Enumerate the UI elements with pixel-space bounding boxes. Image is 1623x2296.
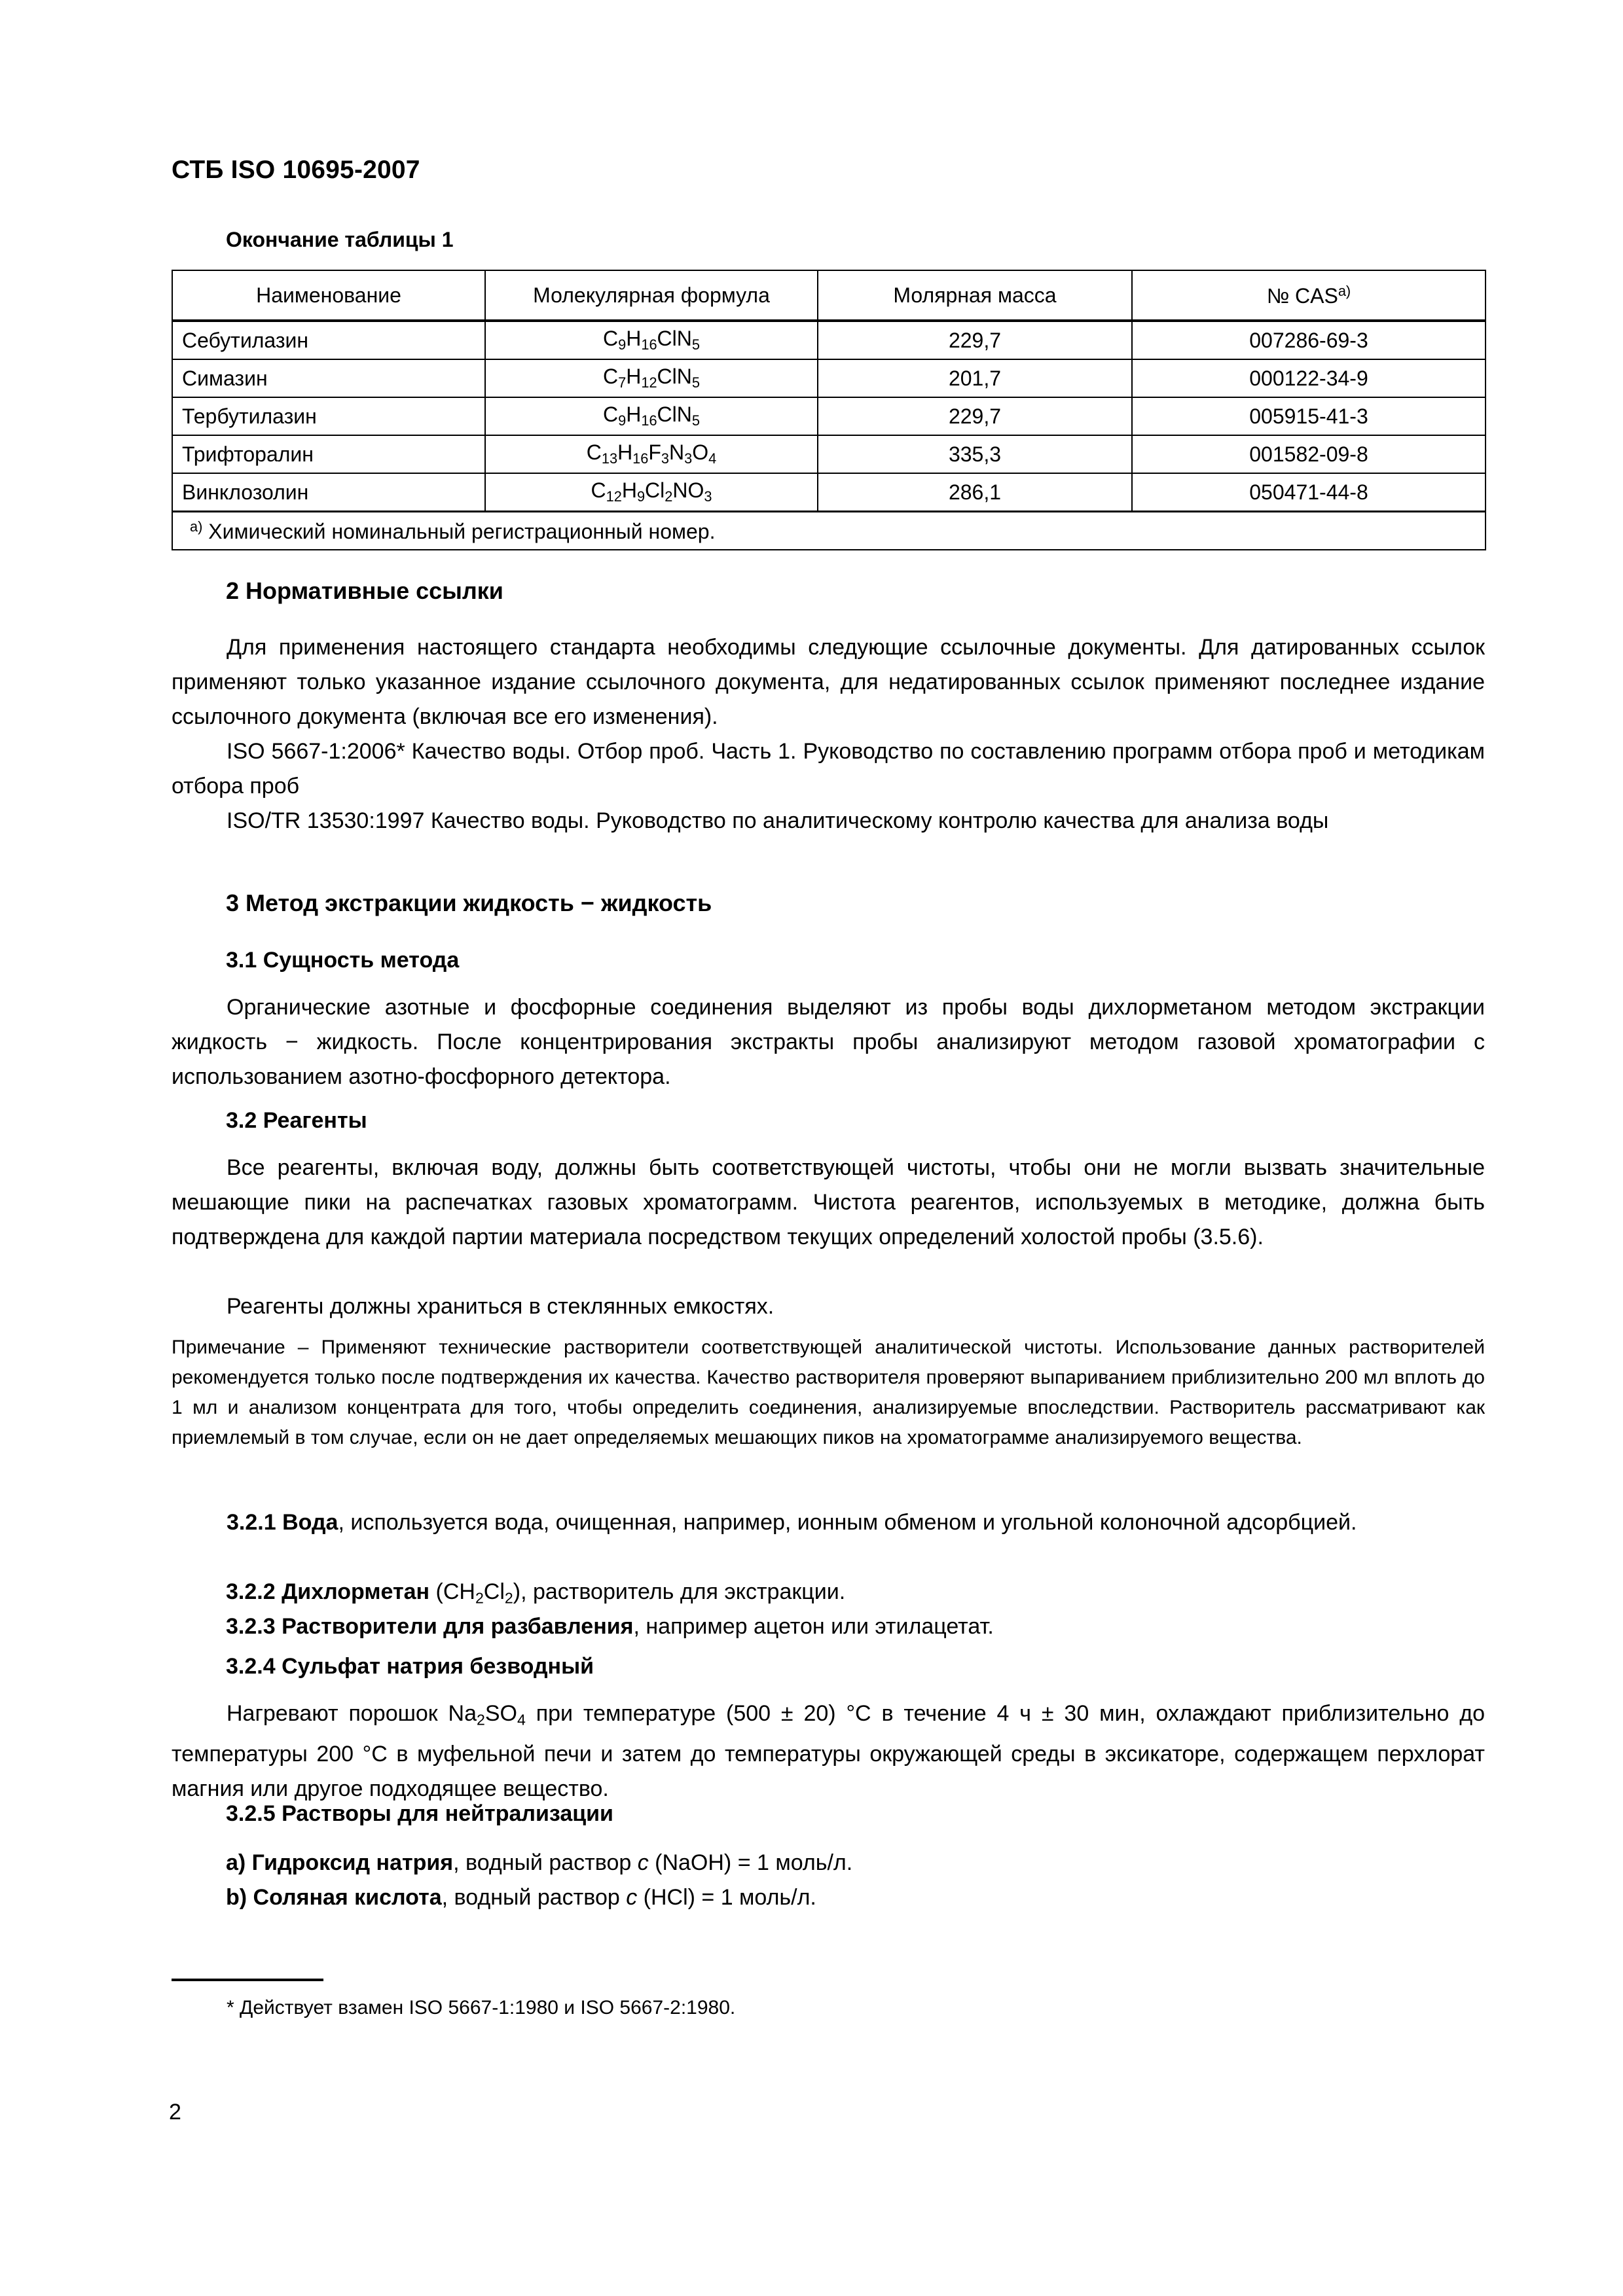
item-3-2-5-b-text-1: , водный раствор: [441, 1885, 627, 1910]
paragraph-section-3-2-4: [172, 1696, 1485, 1806]
formula-sub: 4: [708, 450, 717, 467]
cell-formula: [485, 321, 818, 359]
formula-seg: C: [603, 365, 619, 389]
formula-seg: H: [617, 440, 633, 465]
cell-formula: [485, 397, 818, 435]
heading-section-3-2-5: 3.2.5 Растворы для нейтрализации: [226, 1801, 613, 1826]
cell-cas: 007286-69-3: [1132, 321, 1486, 359]
cell-formula: [485, 473, 818, 512]
table-row: [172, 473, 1486, 512]
formula-sub: 16: [641, 336, 657, 353]
heading-section-3: 3 Метод экстракции жидкость − жидкость: [226, 889, 712, 916]
paragraph-reagent-storage: Реагенты должны храниться в стеклянных емкостях.: [227, 1294, 775, 1319]
item-3-2-5-b-text-2: (HCl) = 1 моль/л.: [637, 1885, 816, 1910]
item-3-2-3-label: 3.2.3 Растворители для разбавления: [226, 1614, 634, 1639]
cell-molar-mass: 229,7: [818, 397, 1132, 435]
table-header-row: [172, 270, 1486, 321]
formula-seg: ClN: [657, 403, 692, 427]
item-3-2-3-text: , например ацетон или этилацетат.: [633, 1614, 994, 1639]
compounds-table-wrapper: [172, 270, 1485, 550]
paragraph-section-3-1: Органические азотные и фосфорные соединения выделяют из пробы воды дихлорметаном методом экстракции жидкость − жидкость. После концентрирования экстракты пробы анализируют методом газовой хроматографии с использованием азотно-фосфорного детектора.: [172, 995, 1485, 1089]
s324-sub-2: 4: [517, 1711, 526, 1729]
paragraph-section-3-2: Все реагенты, включая воду, должны быть соответствующей чистоты, чтобы они не могли вызвать значительные мешающие пики на распечатках газовых хроматограмм. Чистота реагентов, используемых в методике, должна быть подтверждена для каждой партии материала посредством текущих определений холостой пробы (3.5.6).: [172, 1155, 1485, 1249]
cell-cas: 050471-44-8: [1132, 473, 1486, 512]
formula-sub: 7: [618, 374, 627, 391]
formula-seg: H: [621, 478, 637, 503]
cell-molar-mass: 201,7: [818, 359, 1132, 397]
cell-molar-mass: 229,7: [818, 321, 1132, 359]
note-solvents: Примечание – Применяют технические растворители соответствующей аналитической чистоты. Использование данных растворителей рекомендуется только после подтверждения их качества. Качество растворителя проверяют выпариванием приблизительно 200 мл вплоть до 1 мл и анализом концентрата для того, чтобы определить соединения, анализируемые впоследствии. Растворитель рассматривают как приемлемый в том случае, если он не дает определяемых мешающих пиков на хроматограмме анализируемого вещества.: [172, 1336, 1485, 1448]
compounds-table: [172, 270, 1486, 550]
item-3-2-5-b-concentration-symbol: c: [626, 1885, 638, 1910]
item-3-2-5-b-label: b) Соляная кислота: [226, 1885, 442, 1910]
formula-seg: F: [648, 440, 661, 465]
item-3-2-1-water: [172, 1505, 1485, 1540]
formula-seg: H: [626, 327, 642, 351]
formula-seg: N: [669, 440, 685, 465]
formula-seg: C: [603, 327, 619, 351]
formula-sub: 2: [665, 488, 673, 505]
formula-sub: 3: [661, 450, 670, 467]
formula-seg: ClN: [657, 365, 692, 389]
column-header-molar-mass-label: Молярная масса: [893, 283, 1057, 307]
heading-section-3-2-4: 3.2.4 Сульфат натрия безводный: [226, 1654, 594, 1679]
cell-formula: [485, 359, 818, 397]
cell-table-footnote: [172, 512, 1486, 550]
cell-formula: [485, 435, 818, 473]
item-3-2-5-a-text-1: , водный раствор: [453, 1850, 638, 1875]
formula-sub: 9: [618, 336, 627, 353]
s324-sub-1: 2: [477, 1711, 485, 1729]
table-footnote-marker: a): [190, 518, 203, 535]
formula-seg: ClN: [657, 327, 692, 351]
formula-sub: 9: [618, 412, 627, 429]
formula-seg: O: [692, 440, 709, 465]
item-3-2-1-label: 3.2.1 Вода: [227, 1510, 338, 1535]
column-header-molar-mass: [818, 270, 1132, 321]
cell-cas: 000122-34-9: [1132, 359, 1486, 397]
reference-iso-tr-13530: ISO/TR 13530:1997 Качество воды. Руководство по аналитическому контролю качества для анализа воды: [227, 808, 1329, 833]
item-3-2-5-b-hydrochloric-acid: [226, 1880, 1485, 1915]
item-3-2-1-text: , используется вода, очищенная, например, ионным обменом и угольной колоночной адсорбцией.: [338, 1510, 1357, 1535]
heading-section-3-1: 3.1 Сущность метода: [226, 948, 460, 973]
column-header-formula: Молекулярная формула: [485, 270, 818, 321]
table-body: [172, 321, 1486, 550]
formula-seg: H: [626, 403, 642, 427]
formula-sub: 16: [632, 450, 649, 467]
column-header-cas-label: № CAS: [1266, 283, 1338, 308]
formula-seg: H: [626, 365, 642, 389]
item-3-2-5-a-text-2: (NaOH) = 1 моль/л.: [648, 1850, 853, 1875]
cell-name: Трифторалин: [172, 435, 485, 473]
formula-sub: 12: [641, 374, 657, 391]
formula-sub: 3: [704, 488, 712, 505]
document-header-standard-id: СТБ ISO 10695-2007: [172, 156, 420, 184]
formula-seg: Cl: [645, 478, 665, 503]
formula-sub: 13: [601, 450, 618, 467]
table-caption: Окончание таблицы 1: [226, 228, 454, 251]
item-3-2-2-formula: $(CH_2Cl_2)$: [435, 1579, 521, 1607]
paragraph-section-2-intro: Для применения настоящего стандарта необходимы следующие ссылочные документы. Для датированных ссылок применяют только указанное издание ссылочного документа, для недатированных ссылок применяют последнее издание ссылочного документа (включая все его изменения).: [172, 635, 1485, 729]
item-3-2-2-label: 3.2.2 Дихлорметан: [226, 1579, 430, 1604]
formula-seg: C: [603, 403, 619, 427]
cell-molar-mass: 335,3: [818, 435, 1132, 473]
cell-cas: 005915-41-3: [1132, 397, 1486, 435]
cell-name: Себутилазин: [172, 321, 485, 359]
cell-molar-mass: 286,1: [818, 473, 1132, 512]
formula-sub: 9: [636, 488, 646, 505]
formula-sub: 16: [641, 412, 657, 429]
page-footnote: * Действует взамен ISO 5667-1:1980 и ISO 5667-2:1980.: [227, 1997, 736, 2018]
item-3-2-5-a-label: a) Гидроксид натрия: [226, 1850, 454, 1875]
formula-sub: 12: [606, 488, 622, 505]
cell-cas: 001582-09-8: [1132, 435, 1486, 473]
table-footnote-row: [172, 512, 1486, 550]
table-row: [172, 397, 1486, 435]
item-3-2-3-diluting-solvents: [226, 1609, 1485, 1644]
footnote-separator-rule: [172, 1979, 323, 1981]
s324-seg-b: SO: [484, 1701, 517, 1726]
table-row: [172, 359, 1486, 397]
table-row: [172, 435, 1486, 473]
formula-seg: C: [586, 440, 602, 465]
formula-seg: NO: [672, 478, 704, 503]
column-header-name: Наименование: [172, 270, 485, 321]
table-header: [172, 270, 1486, 321]
s324-seg-c: при температуре (500 ± 20) °С в течение 4 ч ± 30 мин, охлаждают приблизительно до температуры 200 °С в муфельной печи и затем до температуры окружающей среды в эксикаторе, содержащем перхлорат магния или другое подходящее вещество.: [172, 1701, 1485, 1802]
item-3-2-5-a-concentration-symbol: c: [637, 1850, 649, 1875]
item-3-2-2-text: , растворитель для экстракции.: [520, 1579, 846, 1604]
cell-name: Симазин: [172, 359, 485, 397]
formula-sub: 5: [691, 374, 700, 391]
item-3-2-5-a-sodium-hydroxide: [226, 1846, 1485, 1880]
column-header-cas-superscript: a): [1338, 282, 1351, 299]
table-row: [172, 321, 1486, 359]
page-number: 2: [169, 2100, 181, 2125]
table-footnote-text: Химический номинальный регистрационный номер.: [208, 519, 716, 543]
heading-section-3-2: 3.2 Реагенты: [226, 1108, 367, 1133]
formula-sub: 3: [684, 450, 693, 467]
formula-seg: C: [591, 478, 606, 503]
s324-seg-a: Нагревают порошок Na: [227, 1701, 477, 1726]
heading-section-2: 2 Нормативные ссылки: [226, 577, 503, 604]
column-header-cas: [1132, 270, 1486, 321]
reference-iso-5667-1: ISO 5667-1:2006* Качество воды. Отбор проб. Часть 1. Руководство по составлению программ отбора проб и методикам отбора проб: [172, 739, 1485, 798]
formula-sub: 5: [691, 412, 700, 429]
cell-name: Винклозолин: [172, 473, 485, 512]
cell-name: Тербутилазин: [172, 397, 485, 435]
formula-sub: 5: [691, 336, 700, 353]
